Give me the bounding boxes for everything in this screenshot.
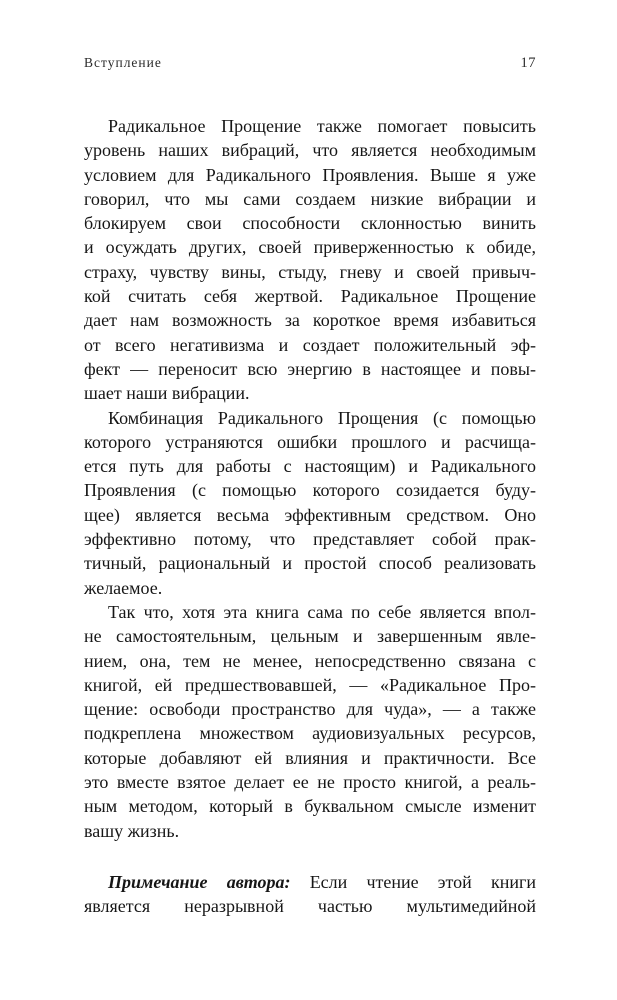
- text-line: Проявления (с помощью которого созидается буду-: [84, 480, 536, 501]
- text-block: [84, 114, 536, 919]
- text-line: условием для Радикального Проявления. Выше я уже: [84, 164, 536, 185]
- text-line: это вместе взятое делает ее не просто книгой, а реаль-: [84, 772, 536, 793]
- text-line: нием, она, тем не менее, непосредственно связана с: [84, 650, 536, 671]
- text-line: фект — переносит всю энергию в настоящее и повы-: [84, 358, 536, 379]
- text-line: является неразрывной частью мультимедийной: [84, 896, 536, 917]
- text-line: подкреплена множеством аудиовизуальных ресурсов,: [84, 723, 536, 744]
- text-line: которого устраняются ошибки прошлого и расчища-: [84, 431, 536, 452]
- page-header: [84, 55, 536, 72]
- text-line: говорил, что мы сами создаем низкие вибрации и: [84, 188, 536, 209]
- paragraph: [84, 406, 536, 600]
- text-line: желаемое.: [84, 577, 163, 598]
- text-line: Примечание автора: Если чтение этой книги: [108, 871, 536, 892]
- paragraph: [84, 600, 536, 843]
- text-line: щение: освободи пространство для чуда», — а также: [84, 699, 536, 720]
- text-line: Радикальное Прощение также помогает повысить: [108, 116, 536, 136]
- text-line: Так что, хотя эта книга сама по себе является впол-: [108, 601, 536, 622]
- text-line: блокируем свои способности склонностью винить: [84, 213, 536, 234]
- text-line: ным методом, который в буквальном смысле изменит: [84, 796, 536, 817]
- text-line: Комбинация Радикального Прощения (с помощью: [108, 407, 536, 428]
- text-line: кой считать себя жертвой. Радикальное Прощение: [84, 286, 536, 307]
- text-line: не самостоятельным, цельным и завершенным явле-: [84, 626, 536, 647]
- text-line: дает нам возможность за короткое время избавиться: [84, 310, 536, 331]
- text-line: вашу жизнь.: [84, 820, 180, 841]
- author-note-lead: Примечание автора:: [108, 871, 291, 892]
- text-line: и осуждать других, своей приверженностью к обиде,: [84, 237, 536, 258]
- text-line: щее) является весьма эффективным средством. Оно: [84, 504, 536, 525]
- text-line: уровень наших вибраций, что является необходимым: [84, 140, 536, 161]
- text-line: ется путь для работы с настоящим) и Радикального: [84, 456, 536, 477]
- paragraph: [84, 114, 536, 406]
- text-line: от всего негативизма и создает положительный эф-: [84, 334, 536, 355]
- text-line: эффективно потому, что представляет собой прак-: [84, 529, 536, 550]
- text-line: которые добавляют ей влияния и практичности. Все: [84, 747, 536, 768]
- running-title: Вступление: [84, 55, 162, 70]
- text-line: страху, чувству вины, стыду, гневу и своей привыч-: [84, 261, 536, 282]
- text-line: книгой, ей предшествовавшей, — «Радикальное Про-: [84, 674, 536, 695]
- page-number: 17: [520, 55, 536, 71]
- text-line: шает наши вибрации.: [84, 383, 250, 404]
- text-line: тичный, рациональный и простой способ реализовать: [84, 553, 536, 574]
- paragraph: [84, 870, 536, 919]
